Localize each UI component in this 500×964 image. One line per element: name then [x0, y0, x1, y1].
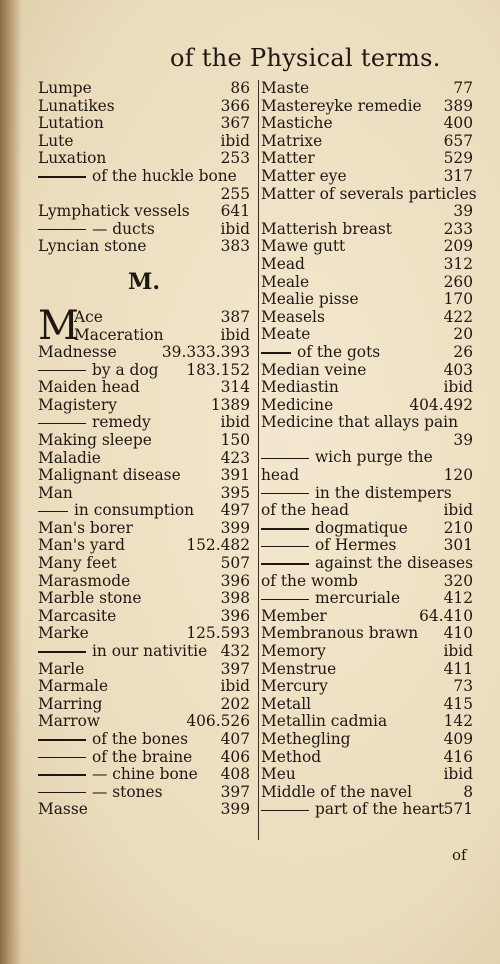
- entry-term: Man's borer: [38, 518, 133, 537]
- index-entry: [261, 274, 473, 292]
- entry-page: ibid: [220, 677, 250, 696]
- entry-term: Member: [261, 606, 327, 625]
- entry-term: Matterish breast: [261, 219, 392, 238]
- entry-term: in our nativitie: [38, 643, 207, 661]
- entry-page: 366: [220, 96, 250, 115]
- index-entry: [38, 203, 250, 221]
- entry-term: Maceration: [74, 325, 164, 344]
- index-entry: [261, 520, 473, 538]
- entry-page: 301: [443, 536, 473, 555]
- entry-term: Mawe gutt: [261, 237, 346, 256]
- index-entry: [261, 238, 473, 256]
- index-entry: [261, 379, 473, 397]
- entry-page: 253: [220, 149, 250, 168]
- entry-page: 255: [220, 184, 250, 203]
- entry-term: Matter of severals particles: [261, 184, 477, 203]
- entry-term: wich purge the: [261, 449, 433, 467]
- entry-term: Medicine that allays pain: [261, 413, 458, 432]
- entry-term: Lymphatick vessels: [38, 202, 190, 221]
- index-entry: [38, 502, 250, 520]
- index-entry: [38, 784, 250, 802]
- index-entry: [38, 362, 250, 380]
- index-entry: [38, 115, 250, 133]
- right-index-column: [261, 79, 477, 819]
- entry-page: 39: [453, 430, 473, 449]
- entry-page: 507: [220, 554, 250, 573]
- entry-term: Maste: [261, 79, 310, 97]
- index-entry: [261, 133, 473, 151]
- entry-term: Marring: [38, 694, 103, 713]
- entry-term: Man's yard: [38, 536, 125, 555]
- catchword: of: [452, 846, 467, 864]
- entry-term: Marasmode: [38, 571, 131, 590]
- index-entry: [261, 696, 473, 714]
- entry-term: Median veine: [261, 360, 367, 379]
- entry-page: ibid: [443, 378, 473, 397]
- entry-page: 86: [230, 79, 250, 97]
- dropcap-entry: [38, 302, 250, 349]
- entry-term: Lumpe: [38, 79, 92, 97]
- entry-term: Meate: [261, 325, 311, 344]
- index-entry: [261, 749, 473, 767]
- entry-page: 312: [443, 254, 473, 273]
- entry-term: Masse: [38, 800, 88, 819]
- index-entry: [261, 256, 473, 274]
- entry-term: of the bones: [38, 731, 188, 749]
- entry-page: 367: [220, 114, 250, 133]
- entry-page: 406.526: [186, 712, 250, 731]
- entry-term: Marle: [38, 659, 85, 678]
- index-entry: [38, 801, 250, 819]
- entry-term: — ducts: [38, 221, 155, 239]
- dropcap-line-1: [74, 308, 250, 326]
- index-entry: [38, 713, 250, 731]
- index-entry: [261, 150, 473, 168]
- entry-term: Method: [261, 747, 322, 766]
- entry-page: ibid: [220, 219, 250, 238]
- index-entry: [261, 731, 473, 749]
- index-entry: [261, 397, 473, 415]
- entry-page: ibid: [443, 765, 473, 784]
- index-entry: [261, 590, 473, 608]
- entry-term: Malignant disease: [38, 466, 181, 485]
- index-entry: [261, 537, 473, 555]
- entry-term: Lunatikes: [38, 96, 115, 115]
- entry-page: 320: [443, 571, 473, 590]
- entry-term: Metall: [261, 694, 312, 713]
- entry-page: 422: [443, 307, 473, 326]
- entry-page: ibid: [443, 501, 473, 520]
- entry-page: 497: [220, 501, 250, 520]
- entry-page: 183.152: [186, 360, 250, 379]
- entry-term: Meu: [261, 765, 296, 784]
- entry-term: of the head: [261, 501, 350, 520]
- entry-page: 396: [220, 606, 250, 625]
- index-entry: [38, 467, 250, 485]
- index-entry: [38, 133, 250, 151]
- index-entry: [261, 80, 473, 98]
- entry-term: Mediastin: [261, 378, 339, 397]
- entry-term: remedy: [38, 414, 151, 432]
- index-entry: [261, 168, 473, 186]
- entry-term: dogmatique: [261, 520, 408, 538]
- index-entry: [38, 678, 250, 696]
- entry-page: 170: [443, 290, 473, 309]
- entry-page: 398: [220, 589, 250, 608]
- entry-term: Ace: [74, 307, 103, 326]
- entry-page: 391: [220, 466, 250, 485]
- index-entry: [261, 449, 473, 467]
- entry-term: in the distempers: [261, 485, 452, 503]
- index-entry: [261, 661, 473, 679]
- entry-term: of Hermes: [261, 537, 396, 555]
- entry-page: 407: [220, 730, 250, 748]
- entry-page: 202: [220, 694, 250, 713]
- index-entry: [261, 221, 473, 239]
- entry-page: 39.333.393: [161, 342, 250, 361]
- entry-term: Matter: [261, 149, 315, 168]
- entry-page: 423: [220, 448, 250, 467]
- left-entries-l: [38, 80, 250, 256]
- index-entry: [38, 590, 250, 608]
- entry-page: 529: [443, 149, 473, 168]
- entry-term: Meale: [261, 272, 310, 291]
- entry-page: ibid: [220, 413, 250, 432]
- index-entry: [38, 573, 250, 591]
- index-entry: [38, 168, 250, 186]
- entry-term: by a dog: [38, 362, 158, 380]
- entry-term: Mead: [261, 254, 305, 273]
- index-entry: [38, 485, 250, 503]
- index-entry: [261, 98, 473, 116]
- index-entry: [261, 801, 473, 819]
- entry-page: 383: [220, 237, 250, 256]
- entry-page: ibid: [443, 642, 473, 660]
- index-entry: [38, 608, 250, 626]
- entry-page: 39: [453, 202, 473, 221]
- entry-page: 120: [443, 466, 473, 485]
- index-entry: [261, 432, 473, 450]
- index-entry: [38, 766, 250, 784]
- entry-term: Magistery: [38, 395, 117, 414]
- index-entry: [261, 485, 473, 503]
- entry-page: 409: [443, 729, 473, 748]
- index-entry: [38, 696, 250, 714]
- entry-page: 404.492: [409, 395, 473, 414]
- section-letter-m: M.: [127, 268, 160, 295]
- entry-term: Maiden head: [38, 378, 140, 397]
- entry-term: Lyncian stone: [38, 237, 147, 256]
- entry-term: Luxation: [38, 149, 107, 168]
- entry-page: 406: [220, 747, 250, 766]
- entry-term: mercuriale: [261, 590, 400, 608]
- entry-page: 571: [443, 800, 473, 819]
- entry-page: 26: [453, 342, 473, 361]
- entry-page: 152.482: [186, 536, 250, 555]
- entry-term: Methegling: [261, 729, 351, 748]
- entry-page: 125.593: [186, 624, 250, 643]
- entry-page: 408: [220, 765, 250, 784]
- dropcap-line-2: [74, 326, 250, 344]
- entry-term: Mastereyke remedie: [261, 96, 422, 115]
- index-entry: [38, 661, 250, 679]
- entry-term: part of the heart: [261, 801, 444, 819]
- index-entry: [261, 326, 473, 344]
- entry-term: Marble stone: [38, 589, 142, 608]
- entry-term: Menstrue: [261, 659, 337, 678]
- entry-term: Mastiche: [261, 114, 333, 133]
- entry-page: 396: [220, 571, 250, 590]
- entry-term: — chine bone: [38, 766, 198, 784]
- index-entry: [38, 98, 250, 116]
- index-entry: [261, 203, 473, 221]
- index-entry: [38, 186, 250, 204]
- index-entry: [38, 520, 250, 538]
- entry-term: Marrow: [38, 712, 101, 731]
- index-entry: [261, 414, 473, 432]
- index-entry: [261, 344, 473, 362]
- entry-page: ibid: [220, 131, 250, 150]
- entry-page: 8: [463, 782, 473, 801]
- index-entry: [38, 80, 250, 98]
- entry-page: 64.410: [419, 606, 473, 625]
- index-entry: [261, 766, 473, 784]
- entry-term: head: [261, 466, 300, 485]
- entry-term: Memory: [261, 642, 326, 660]
- entry-page: 389: [443, 96, 473, 115]
- index-entry: [38, 414, 250, 432]
- entry-term: Membranous brawn: [261, 624, 419, 643]
- entry-page: 317: [443, 166, 473, 185]
- entry-term: Marcasite: [38, 606, 117, 625]
- entry-page: 399: [220, 518, 250, 537]
- right-entries: [261, 79, 477, 819]
- entry-term: Making sleepe: [38, 430, 152, 449]
- entry-term: against the diseases: [261, 555, 473, 573]
- index-entry: [38, 397, 250, 415]
- entry-page: 400: [443, 114, 473, 133]
- entry-page: 314: [220, 378, 250, 397]
- entry-page: 410: [443, 624, 473, 643]
- index-entry: [38, 432, 250, 450]
- column-divider: [258, 80, 259, 840]
- index-entry: [261, 608, 473, 626]
- entry-term: of the gots: [261, 344, 380, 362]
- index-entry: [38, 643, 250, 661]
- left-index-column: [38, 80, 250, 819]
- index-entry: [261, 115, 473, 133]
- index-entry: [38, 150, 250, 168]
- entry-term: Marmale: [38, 677, 109, 696]
- entry-term: in consumption: [38, 502, 194, 520]
- dropcap-letter: M: [38, 302, 79, 349]
- left-entries-m: [38, 344, 250, 819]
- entry-term: Measels: [261, 307, 325, 326]
- entry-term: Lutation: [38, 114, 104, 133]
- entry-page: 260: [443, 272, 473, 291]
- entry-term: Marke: [38, 624, 89, 643]
- index-entry: [38, 379, 250, 397]
- entry-page: 1389: [210, 395, 250, 414]
- entry-term: Mealie pisse: [261, 290, 359, 309]
- index-entry: [38, 537, 250, 555]
- running-header: of the Physical terms.: [170, 44, 441, 72]
- entry-page: 415: [443, 694, 473, 713]
- index-entry: [261, 184, 477, 204]
- entry-page: ibid: [220, 325, 250, 344]
- entry-term: Mercury: [261, 677, 328, 696]
- index-entry: [38, 731, 250, 749]
- entry-page: 209: [443, 237, 473, 256]
- index-entry: [38, 221, 250, 239]
- page-spine-shadow: [0, 0, 22, 964]
- entry-page: 399: [220, 800, 250, 819]
- entry-page: 412: [443, 589, 473, 608]
- entry-term: — stones: [38, 784, 163, 802]
- entry-term: Madnesse: [38, 342, 117, 361]
- entry-term: Matter eye: [261, 166, 347, 185]
- entry-page: 20: [453, 325, 473, 344]
- index-entry: [38, 450, 250, 468]
- index-entry: [261, 573, 473, 591]
- index-entry: [261, 502, 473, 520]
- index-entry: [38, 749, 250, 767]
- index-entry: [261, 291, 473, 309]
- entry-page: 73: [453, 677, 473, 696]
- entry-term: Medicine: [261, 395, 334, 414]
- entry-page: 416: [443, 747, 473, 766]
- entry-term: of the braine: [38, 749, 192, 767]
- entry-term: Many feet: [38, 554, 117, 573]
- entry-term: Middle of the navel: [261, 782, 413, 801]
- entry-page: 657: [443, 131, 473, 150]
- index-entry: [261, 625, 473, 643]
- entry-term: Matrixe: [261, 131, 323, 150]
- entry-term: of the huckle bone: [38, 168, 237, 186]
- entry-term: of the womb: [261, 571, 358, 590]
- index-entry: [261, 678, 473, 696]
- entry-term: Metallin cadmia: [261, 712, 388, 731]
- index-entry: [38, 238, 250, 256]
- entry-page: 387: [220, 307, 250, 326]
- entry-term: Lute: [38, 131, 74, 150]
- index-entry: [38, 625, 250, 643]
- index-entry: [261, 784, 473, 802]
- index-entry: [261, 643, 473, 661]
- index-entry: [38, 344, 250, 362]
- entry-page: 142: [443, 712, 473, 731]
- entry-page: 150: [220, 430, 250, 449]
- index-entry: [261, 713, 473, 731]
- entry-page: 641: [220, 202, 250, 221]
- index-entry: [38, 555, 250, 573]
- entry-term: Maladie: [38, 448, 101, 467]
- entry-page: 403: [443, 360, 473, 379]
- entry-page: 432: [220, 642, 250, 661]
- index-entry: [261, 362, 473, 380]
- entry-page: 395: [220, 483, 250, 502]
- entry-term: Man: [38, 483, 73, 502]
- index-entry: [261, 467, 473, 485]
- entry-page: 210: [443, 518, 473, 537]
- entry-page: 411: [443, 659, 473, 678]
- entry-page: 397: [220, 659, 250, 678]
- entry-page: 233: [443, 219, 473, 238]
- entry-page: 397: [220, 782, 250, 801]
- entry-page: 77: [453, 79, 473, 97]
- index-entry: [261, 555, 473, 573]
- index-entry: [261, 309, 473, 327]
